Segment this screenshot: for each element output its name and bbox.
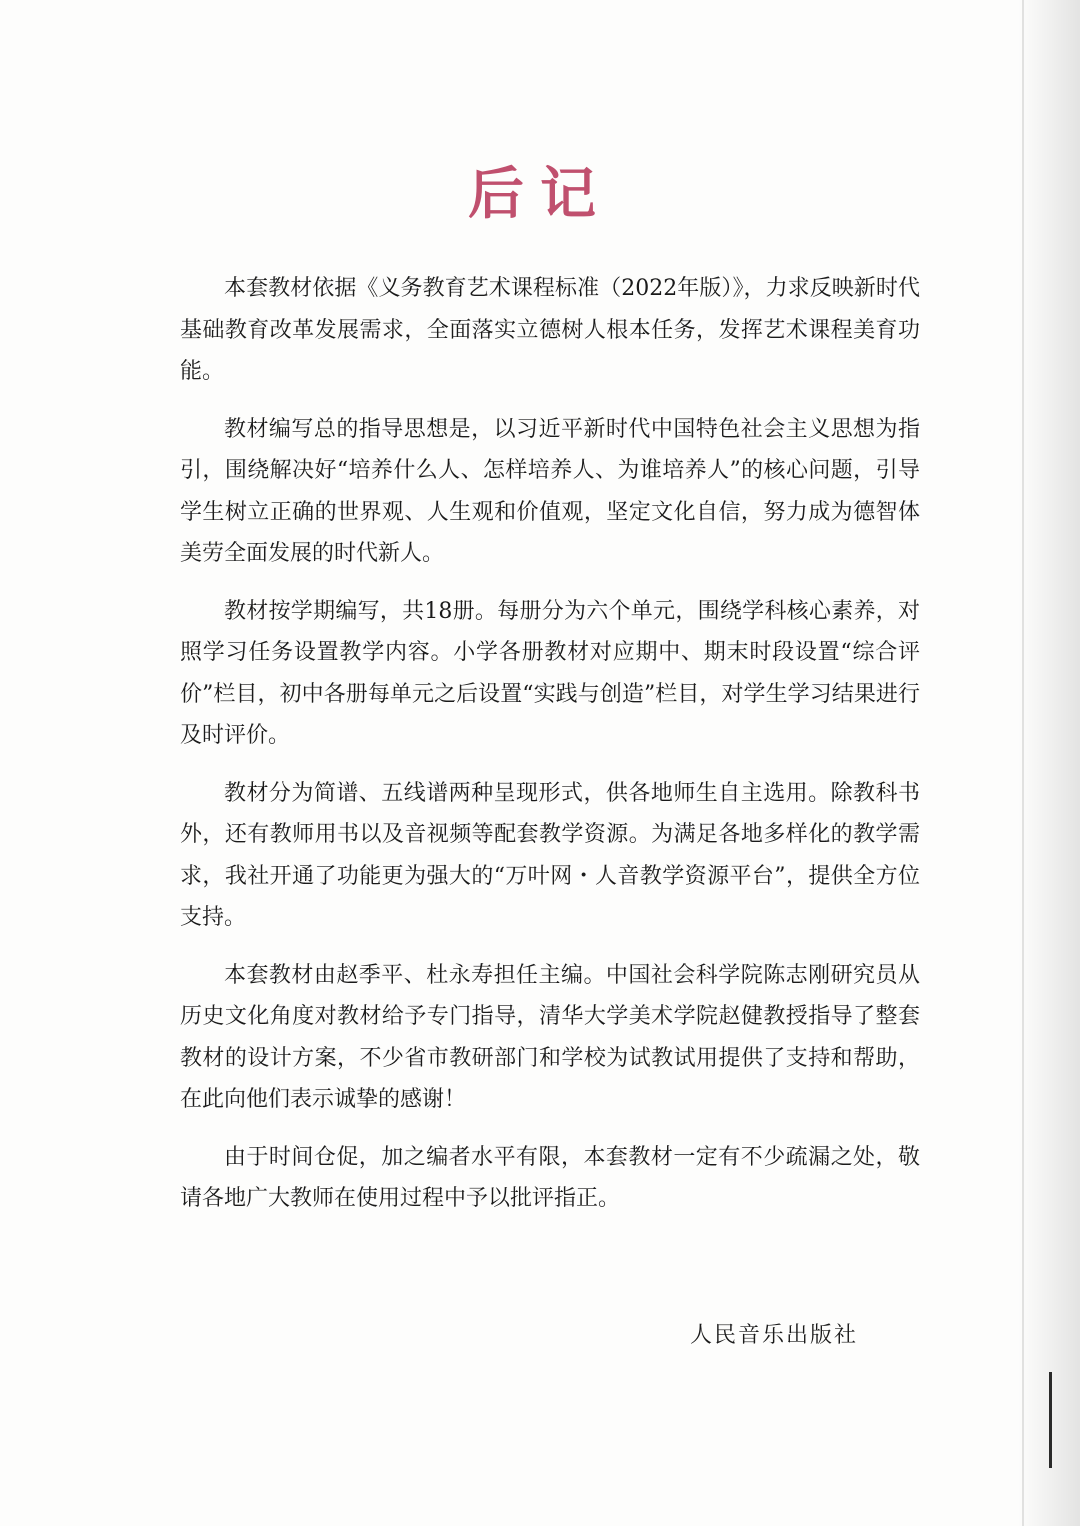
page-title: 后记: [468, 162, 612, 227]
publisher-signature: 人民音乐出版社: [690, 1323, 859, 1348]
paragraph: 由于时间仓促，加之编者水平有限，本套教材一定有不少疏漏之处，敬请各地广大教师在使用过程中予以批评指正。: [180, 1144, 920, 1211]
paragraph: 本套教材依据《义务教育艺术课程标准（2022年版）》，力求反映新时代基础教育改革发展需求，全面落实立德树人根本任务，发挥艺术课程美育功能。: [180, 276, 920, 384]
page-edge-mark: [1049, 1372, 1052, 1468]
paragraph: 本套教材由赵季平、杜永寿担任主编。中国社会科学院陈志刚研究员从历史文化角度对教材给予专门指导，清华大学美术学院赵健教授指导了整套教材的设计方案，不少省市教研部门和学校为试教试用提供了支持和帮助，在此向他们表示诚挚的感谢！: [180, 962, 920, 1112]
paragraph: 教材编写总的指导思想是，以习近平新时代中国特色社会主义思想为指引，围绕解决好“培养什么人、怎样培养人、为谁培养人”的核心问题，引导学生树立正确的世界观、人生观和价值观，坚定文化自信，努力成为德智体美劳全面发展的时代新人。: [180, 416, 920, 566]
paragraph: 教材分为简谱、五线谱两种呈现形式，供各地师生自主选用。除教科书外，还有教师用书以及音视频等配套教学资源。为满足各地多样化的教学需求，我社开通了功能更为强大的“万叶网・人音教学资源平台”，提供全方位支持。: [180, 780, 920, 930]
paragraph: 教材按学期编写，共18册。每册分为六个单元，围绕学科核心素养，对照学习任务设置教学内容。小学各册教材对应期中、期末时段设置“综合评价”栏目，初中各册每单元之后设置“实践与创造”栏目，对学生学习结果进行及时评价。: [180, 598, 920, 748]
afterword-body: [180, 268, 920, 1236]
